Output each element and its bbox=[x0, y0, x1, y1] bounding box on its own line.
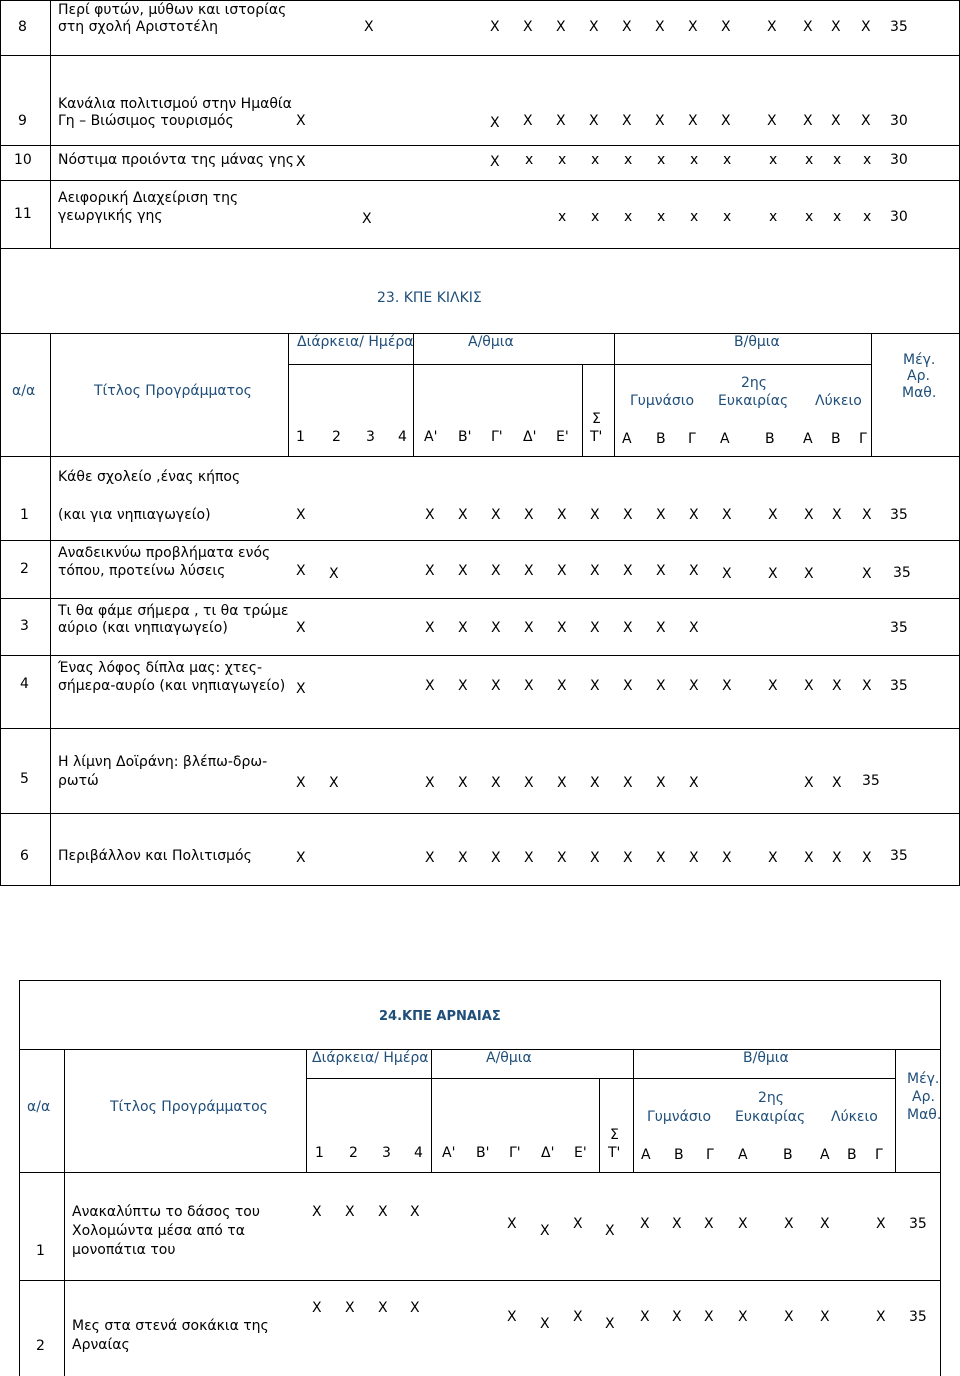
mark: Χ bbox=[590, 678, 600, 694]
program-title-line: Αναδεικνύω προβλήματα ενός bbox=[58, 545, 271, 561]
mark: x bbox=[591, 152, 600, 168]
mark: Χ bbox=[820, 1309, 830, 1325]
sec-letter: Β bbox=[783, 1147, 793, 1163]
mark: Χ bbox=[622, 19, 632, 35]
col-secondary-header: Β/θμια bbox=[743, 1050, 789, 1066]
mark: x bbox=[863, 209, 872, 225]
mark: Χ bbox=[590, 507, 600, 523]
mark: Χ bbox=[704, 1309, 714, 1325]
mark: Χ bbox=[524, 507, 534, 523]
sec-letter: Β bbox=[831, 431, 841, 447]
mark: Χ bbox=[491, 850, 501, 866]
col-aa-header: α/α bbox=[12, 383, 36, 399]
day-label: 1 bbox=[315, 1145, 324, 1161]
st-label: Τ' bbox=[590, 429, 603, 445]
sub-second-chance: 2ης bbox=[758, 1090, 784, 1106]
program-title-line: Περί φυτών, μύθων και ιστορίας bbox=[58, 2, 287, 18]
col-duration-header: Διάρκεια/ Ημέρα bbox=[297, 334, 414, 350]
mark: Χ bbox=[784, 1309, 794, 1325]
mark: Χ bbox=[803, 113, 813, 129]
mark: Χ bbox=[540, 1223, 550, 1239]
program-title-line: Κάθε σχολείο ,ένας κήπος bbox=[58, 469, 241, 485]
day-label: 3 bbox=[366, 429, 375, 445]
program-title-line: (και για νηπιαγωγείο) bbox=[58, 507, 211, 523]
sec-letter: Β bbox=[674, 1147, 684, 1163]
mark: Χ bbox=[458, 620, 468, 636]
mark: Χ bbox=[804, 507, 814, 523]
mark: Χ bbox=[590, 775, 600, 791]
mark: Χ bbox=[458, 563, 468, 579]
mark: Χ bbox=[458, 850, 468, 866]
mark: Χ bbox=[767, 19, 777, 35]
mark: Χ bbox=[722, 850, 732, 866]
sec-letter: Γ bbox=[859, 431, 867, 447]
program-title-line: Γη – Βιώσιμος τουρισμός bbox=[58, 113, 234, 129]
mark: Χ bbox=[722, 507, 732, 523]
mark: Χ bbox=[832, 507, 842, 523]
mark: Χ bbox=[688, 19, 698, 35]
col-max-header: Αρ. bbox=[912, 1089, 935, 1105]
mark: Χ bbox=[557, 620, 567, 636]
program-title-line: μονοπάτια του bbox=[72, 1242, 176, 1258]
mark: Χ bbox=[329, 775, 339, 791]
mark: Χ bbox=[640, 1216, 650, 1232]
mark: Χ bbox=[861, 19, 871, 35]
mark: Χ bbox=[557, 507, 567, 523]
mark: Χ bbox=[556, 19, 566, 35]
st-label: Σ bbox=[610, 1127, 619, 1143]
mark: Χ bbox=[425, 620, 435, 636]
mark: Χ bbox=[296, 775, 306, 791]
col-title-header: Τίτλος Προγράμματος bbox=[110, 1099, 268, 1115]
mark: Χ bbox=[296, 113, 306, 129]
grade-label: Β' bbox=[458, 429, 472, 445]
sec-letter: Γ bbox=[688, 431, 696, 447]
mark: Χ bbox=[688, 113, 698, 129]
sub-lykeio: Λύκειο bbox=[831, 1109, 878, 1125]
mark: Χ bbox=[672, 1216, 682, 1232]
sec-letter: Β bbox=[765, 431, 775, 447]
mark: Χ bbox=[589, 113, 599, 129]
max-students: 35 bbox=[893, 565, 911, 581]
max-students: 35 bbox=[862, 773, 880, 789]
mark: Χ bbox=[590, 850, 600, 866]
mark: x bbox=[558, 209, 567, 225]
program-title-line: Νόστιμα προιόντα της μάνας γης bbox=[58, 152, 294, 168]
mark: Χ bbox=[524, 775, 534, 791]
max-students: 35 bbox=[890, 678, 908, 694]
mark: Χ bbox=[524, 620, 534, 636]
mark: Χ bbox=[491, 620, 501, 636]
col-max-header: Μέγ. bbox=[907, 1071, 940, 1087]
program-title-line: Ένας λόφος δίπλα μας: χτες- bbox=[58, 660, 263, 676]
max-students: 30 bbox=[890, 152, 908, 168]
mark: Χ bbox=[820, 1216, 830, 1232]
mark: x bbox=[769, 152, 778, 168]
sub-lykeio: Λύκειο bbox=[815, 393, 862, 409]
mark: Χ bbox=[362, 211, 372, 227]
mark: Χ bbox=[490, 154, 500, 170]
mark: Χ bbox=[689, 620, 699, 636]
mark: Χ bbox=[689, 678, 699, 694]
st-label: Σ bbox=[592, 411, 601, 427]
sec-letter: Α bbox=[738, 1147, 748, 1163]
mark: Χ bbox=[523, 19, 533, 35]
mark: Χ bbox=[590, 563, 600, 579]
col-duration-header: Διάρκεια/ Ημέρα bbox=[312, 1050, 429, 1066]
grade-label: Ε' bbox=[556, 429, 569, 445]
mark: Χ bbox=[458, 775, 468, 791]
mark: Χ bbox=[656, 507, 666, 523]
mark: Χ bbox=[573, 1216, 583, 1232]
mark: Χ bbox=[689, 563, 699, 579]
col-max-header: Αρ. bbox=[907, 368, 930, 384]
mark: Χ bbox=[656, 850, 666, 866]
mark: Χ bbox=[623, 507, 633, 523]
max-students: 35 bbox=[890, 19, 908, 35]
mark: Χ bbox=[862, 678, 872, 694]
max-students: 30 bbox=[890, 113, 908, 129]
mark: x bbox=[657, 152, 666, 168]
col-secondary-header: Β/θμια bbox=[734, 334, 780, 350]
row-number: 5 bbox=[20, 771, 29, 787]
mark: Χ bbox=[804, 566, 814, 582]
mark: Χ bbox=[296, 681, 306, 697]
mark: Χ bbox=[623, 678, 633, 694]
sec-letter: Γ bbox=[875, 1147, 883, 1163]
mark: Χ bbox=[803, 19, 813, 35]
sec-letter: Β bbox=[656, 431, 666, 447]
day-label: 2 bbox=[332, 429, 341, 445]
mark: Χ bbox=[491, 678, 501, 694]
mark: Χ bbox=[557, 775, 567, 791]
row-number: 6 bbox=[20, 848, 29, 864]
mark: Χ bbox=[622, 113, 632, 129]
row-number: 1 bbox=[20, 507, 29, 523]
day-label: 1 bbox=[296, 429, 305, 445]
max-students: 35 bbox=[909, 1216, 927, 1232]
mark: Χ bbox=[312, 1300, 322, 1316]
col-primary-header: Α/θμια bbox=[486, 1050, 532, 1066]
section-heading: 23. ΚΠΕ ΚΙΛΚΙΣ bbox=[377, 290, 482, 306]
mark: x bbox=[769, 209, 778, 225]
mark: x bbox=[833, 209, 842, 225]
row-number: 1 bbox=[36, 1243, 45, 1259]
mark: Χ bbox=[804, 850, 814, 866]
max-students: 35 bbox=[890, 620, 908, 636]
mark: Χ bbox=[656, 563, 666, 579]
sub-second-chance: Ευκαιρίας bbox=[718, 393, 789, 409]
grade-label: Ε' bbox=[574, 1145, 587, 1161]
mark: Χ bbox=[410, 1300, 420, 1316]
mark: Χ bbox=[738, 1216, 748, 1232]
sec-letter: Α bbox=[803, 431, 813, 447]
grade-label: Γ' bbox=[509, 1145, 521, 1161]
mark: Χ bbox=[524, 563, 534, 579]
sec-letter: Β bbox=[847, 1147, 857, 1163]
mark: x bbox=[690, 209, 699, 225]
mark: Χ bbox=[656, 620, 666, 636]
mark: Χ bbox=[556, 113, 566, 129]
mark: Χ bbox=[861, 113, 871, 129]
mark: x bbox=[657, 209, 666, 225]
mark: Χ bbox=[831, 19, 841, 35]
mark: x bbox=[805, 152, 814, 168]
mark: x bbox=[624, 152, 633, 168]
sec-letter: Γ bbox=[706, 1147, 714, 1163]
program-title-line: Περιβάλλον και Πολιτισμός bbox=[58, 848, 252, 864]
sub-gymnasio: Γυμνάσιο bbox=[630, 393, 695, 409]
mark: Χ bbox=[425, 507, 435, 523]
mark: Χ bbox=[832, 678, 842, 694]
mark: Χ bbox=[623, 563, 633, 579]
row-number: 9 bbox=[18, 113, 27, 129]
max-students: 35 bbox=[890, 848, 908, 864]
mark: Χ bbox=[425, 775, 435, 791]
row-number: 8 bbox=[18, 19, 27, 35]
mark: Χ bbox=[623, 775, 633, 791]
day-label: 4 bbox=[398, 429, 407, 445]
mark: Χ bbox=[329, 566, 339, 582]
mark: Χ bbox=[296, 620, 306, 636]
day-label: 4 bbox=[414, 1145, 423, 1161]
program-title-line: Κανάλια πολιτισμού στην Ημαθία bbox=[58, 96, 292, 112]
mark: Χ bbox=[689, 850, 699, 866]
col-max-header: Μαθ. bbox=[907, 1107, 942, 1123]
mark: Χ bbox=[876, 1216, 886, 1232]
mark: x bbox=[690, 152, 699, 168]
mark: Χ bbox=[491, 563, 501, 579]
mark: Χ bbox=[557, 678, 567, 694]
grade-label: Α' bbox=[442, 1145, 456, 1161]
mark: Χ bbox=[605, 1223, 615, 1239]
mark: x bbox=[863, 152, 872, 168]
mark: Χ bbox=[656, 678, 666, 694]
sec-letter: Α bbox=[622, 431, 632, 447]
mark: Χ bbox=[523, 113, 533, 129]
max-students: 30 bbox=[890, 209, 908, 225]
grade-label: Δ' bbox=[541, 1145, 555, 1161]
mark: Χ bbox=[655, 113, 665, 129]
mark: Χ bbox=[862, 566, 872, 582]
mark: Χ bbox=[704, 1216, 714, 1232]
mark: Χ bbox=[425, 678, 435, 694]
program-title-line: ρωτώ bbox=[58, 773, 99, 789]
mark: x bbox=[723, 152, 732, 168]
sec-letter: Α bbox=[720, 431, 730, 447]
mark: x bbox=[833, 152, 842, 168]
mark: Χ bbox=[364, 19, 374, 35]
mark: Χ bbox=[768, 850, 778, 866]
grade-label: Α' bbox=[424, 429, 438, 445]
section-heading: 24.ΚΠΕ ΑΡΝΑΙΑΣ bbox=[379, 1009, 501, 1024]
mark: Χ bbox=[768, 507, 778, 523]
mark: Χ bbox=[490, 19, 500, 35]
col-primary-header: Α/θμια bbox=[468, 334, 514, 350]
program-title-line: αύριο (και νηπιαγωγείο) bbox=[58, 620, 228, 636]
mark: Χ bbox=[557, 850, 567, 866]
max-students: 35 bbox=[890, 507, 908, 523]
mark: Χ bbox=[590, 620, 600, 636]
mark: Χ bbox=[721, 19, 731, 35]
mark: Χ bbox=[640, 1309, 650, 1325]
mark: Χ bbox=[524, 850, 534, 866]
mark: Χ bbox=[507, 1309, 517, 1325]
mark: Χ bbox=[738, 1309, 748, 1325]
mark: Χ bbox=[378, 1204, 388, 1220]
mark: Χ bbox=[722, 678, 732, 694]
sub-second-chance: Ευκαιρίας bbox=[735, 1109, 806, 1125]
row-number: 2 bbox=[20, 561, 29, 577]
col-title-header: Τίτλος Προγράμματος bbox=[94, 383, 252, 399]
program-title-line: Ανακαλύπτω το δάσος του bbox=[72, 1204, 260, 1220]
mark: Χ bbox=[832, 775, 842, 791]
mark: x bbox=[591, 209, 600, 225]
mark: Χ bbox=[458, 507, 468, 523]
sec-letter: Α bbox=[641, 1147, 651, 1163]
mark: Χ bbox=[656, 775, 666, 791]
program-title-line: γεωργικής γης bbox=[58, 208, 163, 224]
mark: Χ bbox=[623, 620, 633, 636]
mark: Χ bbox=[784, 1216, 794, 1232]
mark: Χ bbox=[862, 850, 872, 866]
mark: x bbox=[723, 209, 732, 225]
mark: Χ bbox=[832, 850, 842, 866]
mark: Χ bbox=[557, 563, 567, 579]
mark: Χ bbox=[524, 678, 534, 694]
mark: Χ bbox=[721, 113, 731, 129]
row-number: 2 bbox=[36, 1338, 45, 1354]
mark: Χ bbox=[804, 775, 814, 791]
mark: Χ bbox=[767, 113, 777, 129]
st-label: Τ' bbox=[608, 1145, 621, 1161]
col-max-header: Μέγ. bbox=[903, 352, 936, 368]
mark: Χ bbox=[345, 1300, 355, 1316]
mark: Χ bbox=[672, 1309, 682, 1325]
mark: Χ bbox=[540, 1316, 550, 1332]
sec-letter: Α bbox=[820, 1147, 830, 1163]
mark: Χ bbox=[862, 507, 872, 523]
col-aa-header: α/α bbox=[27, 1099, 51, 1115]
mark: x bbox=[624, 209, 633, 225]
grade-label: Β' bbox=[476, 1145, 490, 1161]
day-label: 2 bbox=[349, 1145, 358, 1161]
sub-gymnasio: Γυμνάσιο bbox=[647, 1109, 712, 1125]
mark: Χ bbox=[722, 566, 732, 582]
mark: Χ bbox=[296, 154, 306, 170]
mark: Χ bbox=[296, 507, 306, 523]
program-title-line: Η λίμνη Δοϊράνη: βλέπω-δρω- bbox=[58, 754, 268, 770]
program-title-line: Αειφορική Διαχείριση της bbox=[58, 190, 239, 206]
program-title-line: Μες στα στενά σοκάκια της bbox=[72, 1318, 269, 1334]
sub-second-chance: 2ης bbox=[741, 375, 767, 391]
mark: x bbox=[805, 209, 814, 225]
program-title-line: τόπου, προτείνω λύσεις bbox=[58, 563, 226, 579]
mark: Χ bbox=[768, 566, 778, 582]
mark: Χ bbox=[410, 1204, 420, 1220]
program-title-line: Χολομώντα μέσα από τα bbox=[72, 1223, 245, 1239]
mark: Χ bbox=[689, 775, 699, 791]
row-number: 3 bbox=[20, 618, 29, 634]
mark: Χ bbox=[507, 1216, 517, 1232]
mark: Χ bbox=[312, 1204, 322, 1220]
mark: Χ bbox=[458, 678, 468, 694]
mark: Χ bbox=[605, 1316, 615, 1332]
mark: Χ bbox=[689, 507, 699, 523]
program-title-line: στη σχολή Αριστοτέλη bbox=[58, 19, 218, 35]
mark: x bbox=[558, 152, 567, 168]
row-number: 10 bbox=[14, 152, 32, 168]
col-max-header: Μαθ. bbox=[902, 385, 937, 401]
mark: Χ bbox=[573, 1309, 583, 1325]
program-title-line: Αρναίας bbox=[72, 1337, 130, 1353]
mark: Χ bbox=[378, 1300, 388, 1316]
mark: Χ bbox=[768, 678, 778, 694]
mark: Χ bbox=[296, 563, 306, 579]
max-students: 35 bbox=[909, 1309, 927, 1325]
mark: Χ bbox=[804, 678, 814, 694]
program-title-line: Τι θα φάμε σήμερα , τι θα τρώμε bbox=[58, 603, 289, 619]
grade-label: Γ' bbox=[491, 429, 503, 445]
mark: Χ bbox=[655, 19, 665, 35]
mark: Χ bbox=[491, 775, 501, 791]
mark: Χ bbox=[491, 507, 501, 523]
mark: x bbox=[525, 152, 534, 168]
grade-label: Δ' bbox=[523, 429, 537, 445]
mark: Χ bbox=[425, 563, 435, 579]
row-number: 11 bbox=[14, 206, 32, 222]
row-number: 4 bbox=[20, 676, 29, 692]
mark: Χ bbox=[623, 850, 633, 866]
mark: Χ bbox=[831, 113, 841, 129]
mark: Χ bbox=[425, 850, 435, 866]
mark: Χ bbox=[345, 1204, 355, 1220]
day-label: 3 bbox=[382, 1145, 391, 1161]
mark: Χ bbox=[296, 850, 306, 866]
mark: Χ bbox=[876, 1309, 886, 1325]
mark: Χ bbox=[589, 19, 599, 35]
mark: Χ bbox=[490, 115, 500, 131]
program-title-line: σήμερα-αυρίο (και νηπιαγωγείο) bbox=[58, 678, 286, 694]
